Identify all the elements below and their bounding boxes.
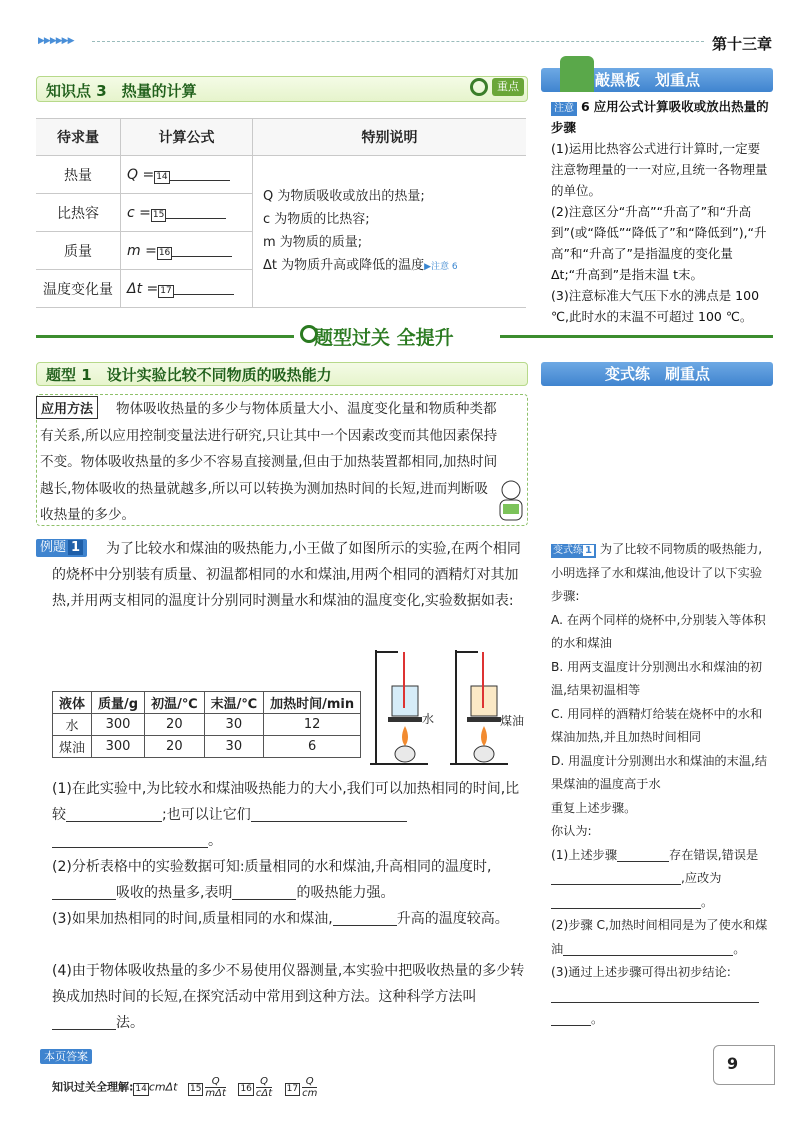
chapter-title: 第十三章 (712, 35, 773, 53)
label-kerosene: 煤油 (500, 714, 525, 728)
example-badge: 例题 1 (36, 539, 87, 557)
formula-cell: c = 15 (121, 194, 253, 232)
practice-step: A. 在两个同样的烧杯中,分别装入等体积的水和煤油 (551, 612, 766, 650)
answer-line: 知识过关全理解: 14 cmΔt 15 $\frac{Q}{\text{mΔt}}$ 16 $\frac{Q}{\text{cΔt}}$ 17 $\frac{Q}{cm}$ (52, 1076, 318, 1099)
table-header: 质量/g (92, 692, 145, 714)
formula-cell: Δt = 17 (121, 270, 253, 308)
key-point-badge: 重点 (492, 78, 524, 96)
practice-step: B. 用两支温度计分别测出水和煤油的初温,结果初温相等 (551, 659, 763, 697)
table-cell: 20 (145, 736, 205, 758)
note-item: (3)注意标准大气压下水的沸点是 100 ℃,此时水的末温不可超过 100 ℃。 (551, 288, 760, 324)
practice-intro: 变式练 1 为了比较不同物质的吸热能力,小明选择了水和煤油,他设计了以下实验步骤: (551, 542, 763, 603)
note-badge: 注意 (551, 102, 577, 116)
table-cell: 300 (92, 714, 145, 736)
answer-blank[interactable] (333, 910, 397, 926)
quantity-name: 质量 (36, 232, 121, 270)
table-cell: 300 (92, 736, 145, 758)
question-4: (4)由于物体吸收热量的多少不易使用仪器测量,本实验中把吸收热量的多少转换成加热时间的长短,在探究活动中常用到这种方法。这种科学方法叫法。 (52, 963, 525, 1031)
note-item: (1)运用比热容公式进行计算时,一定要注意物理量的一一对应,且统一各物理量的单位。 (551, 141, 768, 198)
table-cell: 30 (204, 736, 264, 758)
fraction: $\frac{Q}{\text{cΔt}}$ (255, 1076, 273, 1099)
quantity-name: 温度变化量 (36, 270, 121, 308)
practice-badge: 变式练 1 (551, 544, 596, 558)
question-3: (3)如果加热相同的时间,质量相同的水和煤油, 升高的温度较高。 (52, 911, 509, 927)
table-cell: 6 (264, 736, 361, 758)
note-line: Q 为物质吸收或放出的热量; (263, 188, 425, 204)
blackboard-header: 敲黑板 划重点 (541, 68, 773, 92)
answer-blank[interactable] (551, 987, 759, 1003)
page-number: 9 (727, 1054, 739, 1073)
method-text: 物体吸收热量的多少与物体质量大小、温度变化量和物质种类都有关系,所以应用控制变量法进行研究,只让其中一个因素改变而其他因素保持不变。物体吸收热量的多少不容易直接测量,但由于加热装置都相同,加热时间越长,物体吸收的热量就越多,所以可以转换为测加热时间的长短,进而判断吸收热量的多少。 (40, 401, 498, 523)
fraction: $\frac{Q}{\text{mΔt}}$ (205, 1076, 226, 1099)
knowledge-title: 知识点 3 热量的计算 (46, 82, 197, 100)
apparatus-figure (368, 646, 528, 770)
answer-blank[interactable] (66, 806, 162, 822)
practice-step: D. 用温度计分别测出水和煤油的末温,结果煤油的温度高于水 (551, 753, 768, 791)
answer-blank[interactable] (551, 893, 701, 909)
table-header: 计算公式 (121, 119, 253, 156)
practice-q3: (3)通过上述步骤可得出初步结论: 。 (551, 961, 773, 1032)
answer-blank[interactable] (52, 884, 116, 900)
teacher-icon (560, 56, 594, 92)
blackboard-notes: 注意 6 应用公式计算吸收或放出热量的步骤 (1)运用比热容公式进行计算时,一定要注意物理量的一一对应,且统一各物理量的单位。 (2)注意区分“升高”“升高了”和“升高到”(或“降低”“降低了”和“降低到”),“升高”和“升高了”是指温度的变化量 Δt;“升高到”是指末温 t末。 (3)注意标准大气压下水的沸点是 100 ℃,此时水的末温不可超过 100 ℃。 (551, 96, 771, 327)
practice-header: 变式练 刷重点 (541, 362, 773, 386)
practice-q2: (2)步骤 C,加热时间相同是为了使水和煤油 。 (551, 918, 768, 956)
answer-blank[interactable] (563, 940, 733, 956)
question-1: (1)在此实验中,为比较水和煤油吸热能力的大小,我们可以加热相同的时间,比较 ;也可以让它们 。 (52, 781, 520, 849)
table-header: 特别说明 (253, 119, 527, 156)
quantity-name: 热量 (36, 156, 121, 194)
table-header: 液体 (53, 692, 92, 714)
question-2: (2)分析表格中的实验数据可知:质量相同的水和煤油,升高相同的温度时,吸收的热量多,表明 的吸热能力强。 (52, 859, 492, 901)
note-link[interactable]: ▶注意 6 (424, 261, 458, 272)
note-item: (2)注意区分“升高”“升高了”和“升高到”(或“降低”“降低了”和“降低到”),“升高”和“升高了”是指温度的变化量 Δt;“升高到”是指末温 t末。 (551, 204, 767, 282)
question-type-title: 题型 1 设计实验比较不同物质的吸热能力 (46, 366, 332, 384)
table-cell: 20 (145, 714, 205, 736)
section-divider-right (500, 335, 773, 338)
answer-blank[interactable] (617, 846, 669, 862)
table-row (36, 156, 526, 194)
table-cell: 水 (53, 714, 92, 736)
practice-content (551, 538, 773, 1032)
formula-cell: m = 16 (121, 232, 253, 270)
note-line: c 为物质的比热容; (263, 211, 370, 227)
mascot-icon (492, 478, 530, 524)
table-header: 初温/℃ (145, 692, 205, 714)
fraction: $\frac{Q}{cm}$ (302, 1076, 318, 1099)
answer-blank[interactable] (551, 869, 681, 885)
notes-cell (253, 156, 527, 308)
answer-blank[interactable] (251, 806, 407, 822)
note-line: m 为物质的质量; (263, 234, 363, 250)
answer-blank[interactable] (232, 884, 296, 900)
table-cell: 30 (204, 714, 264, 736)
label-water: 水 (422, 712, 435, 726)
note-title: 应用公式计算吸收或放出热量的步骤 (551, 99, 769, 135)
example-intro: 为了比较水和煤油的吸热能力,小王做了如图所示的实验,在两个相同的烧杯中分别装有质量、初温都相同的水和煤油,用两个相同的酒精灯对其加热,并用两支相同的温度计分别同时测量水和煤油的温度变化,实验数据如表: (52, 541, 521, 609)
answer-blank[interactable] (52, 832, 208, 848)
answer-badge: 本页答案 (40, 1049, 92, 1064)
note-line: Δt 为物质升高或降低的温度▶注意 6 (263, 257, 458, 273)
table-cell: 12 (264, 714, 361, 736)
header-divider (92, 41, 704, 42)
table-header: 加热时间/min (264, 692, 361, 714)
section-divider-left (36, 335, 294, 338)
table-cell: 煤油 (53, 736, 92, 758)
section-title: 题型过关 全提升 (314, 327, 454, 349)
answer-blank[interactable] (551, 1010, 591, 1026)
table-header: 待求量 (36, 119, 121, 156)
experiment-table (52, 691, 361, 758)
answer-blank[interactable] (52, 1014, 116, 1030)
target-icon (470, 78, 488, 96)
header-arrows: ▶▶▶▶▶▶ (38, 36, 74, 46)
practice-q1: (1)上述步骤 存在错误,错误是,应改为。 (551, 847, 759, 909)
method-tag: 应用方法 (36, 396, 98, 419)
table-row (53, 736, 361, 758)
practice-think: 你认为: (551, 824, 592, 838)
quantity-name: 比热容 (36, 194, 121, 232)
formula-cell: Q = 14 (121, 156, 253, 194)
formula-table (36, 118, 526, 308)
table-header: 末温/℃ (204, 692, 264, 714)
page-number-tab (713, 1045, 775, 1085)
table-row (53, 714, 361, 736)
practice-step: C. 用同样的酒精灯给装在烧杯中的水和煤油加热,并且加热时间相同 (551, 706, 763, 744)
practice-repeat: 重复上述步骤。 (551, 800, 637, 815)
